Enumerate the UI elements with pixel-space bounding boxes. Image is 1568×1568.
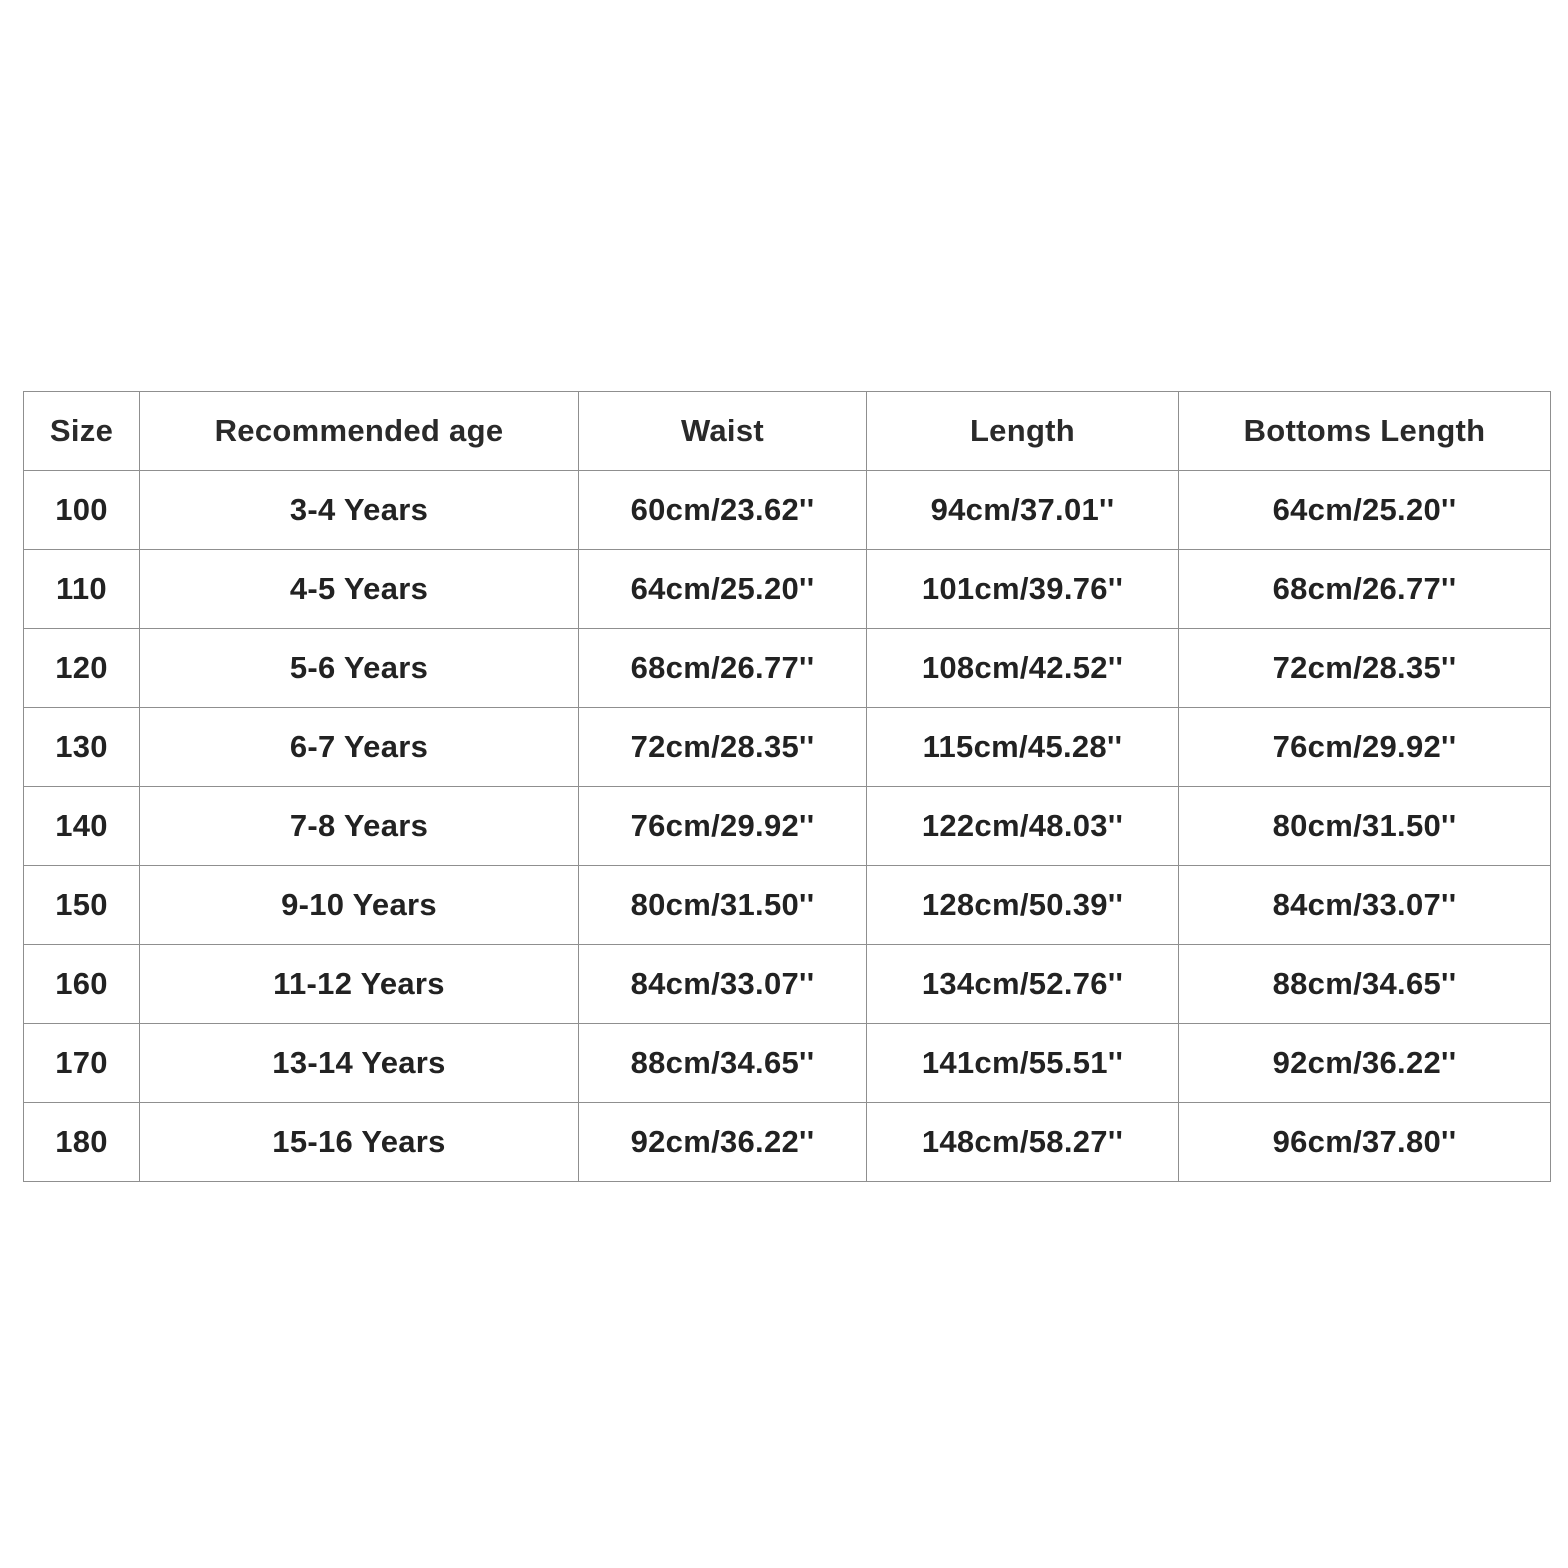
cell-recommended-age: 5-6 Years [140,629,579,708]
cell-length: 148cm/58.27'' [867,1103,1179,1182]
cell-waist: 60cm/23.62'' [579,471,867,550]
cell-size: 180 [24,1103,140,1182]
cell-length: 94cm/37.01'' [867,471,1179,550]
cell-waist: 84cm/33.07'' [579,945,867,1024]
header-bottoms-length: Bottoms Length [1179,392,1551,471]
table-row [24,629,1551,708]
cell-waist: 72cm/28.35'' [579,708,867,787]
cell-bottoms-length: 80cm/31.50'' [1179,787,1551,866]
table-row [24,945,1551,1024]
table-row [24,708,1551,787]
cell-bottoms-length: 92cm/36.22'' [1179,1024,1551,1103]
cell-length: 101cm/39.76'' [867,550,1179,629]
cell-size: 150 [24,866,140,945]
table-row [24,787,1551,866]
cell-length: 115cm/45.28'' [867,708,1179,787]
cell-size: 130 [24,708,140,787]
header-waist: Waist [579,392,867,471]
header-recommended-age: Recommended age [140,392,579,471]
header-length: Length [867,392,1179,471]
cell-size: 160 [24,945,140,1024]
cell-recommended-age: 15-16 Years [140,1103,579,1182]
cell-length: 122cm/48.03'' [867,787,1179,866]
cell-waist: 68cm/26.77'' [579,629,867,708]
cell-bottoms-length: 68cm/26.77'' [1179,550,1551,629]
cell-size: 110 [24,550,140,629]
cell-size: 170 [24,1024,140,1103]
cell-size: 100 [24,471,140,550]
cell-waist: 76cm/29.92'' [579,787,867,866]
table-row [24,471,1551,550]
cell-recommended-age: 11-12 Years [140,945,579,1024]
cell-size: 120 [24,629,140,708]
cell-bottoms-length: 72cm/28.35'' [1179,629,1551,708]
cell-length: 108cm/42.52'' [867,629,1179,708]
cell-bottoms-length: 76cm/29.92'' [1179,708,1551,787]
cell-waist: 80cm/31.50'' [579,866,867,945]
cell-waist: 92cm/36.22'' [579,1103,867,1182]
table-header [24,392,1551,471]
header-row [24,392,1551,471]
table-row [24,866,1551,945]
table-row [24,550,1551,629]
cell-bottoms-length: 64cm/25.20'' [1179,471,1551,550]
cell-bottoms-length: 96cm/37.80'' [1179,1103,1551,1182]
cell-recommended-age: 6-7 Years [140,708,579,787]
cell-bottoms-length: 88cm/34.65'' [1179,945,1551,1024]
cell-recommended-age: 4-5 Years [140,550,579,629]
cell-recommended-age: 3-4 Years [140,471,579,550]
cell-bottoms-length: 84cm/33.07'' [1179,866,1551,945]
cell-recommended-age: 9-10 Years [140,866,579,945]
header-size: Size [24,392,140,471]
cell-waist: 88cm/34.65'' [579,1024,867,1103]
cell-length: 128cm/50.39'' [867,866,1179,945]
cell-waist: 64cm/25.20'' [579,550,867,629]
table-row [24,1024,1551,1103]
cell-length: 134cm/52.76'' [867,945,1179,1024]
table-body [24,471,1551,1182]
cell-length: 141cm/55.51'' [867,1024,1179,1103]
table-row [24,1103,1551,1182]
cell-size: 140 [24,787,140,866]
cell-recommended-age: 13-14 Years [140,1024,579,1103]
cell-recommended-age: 7-8 Years [140,787,579,866]
size-chart-table [23,391,1551,1182]
